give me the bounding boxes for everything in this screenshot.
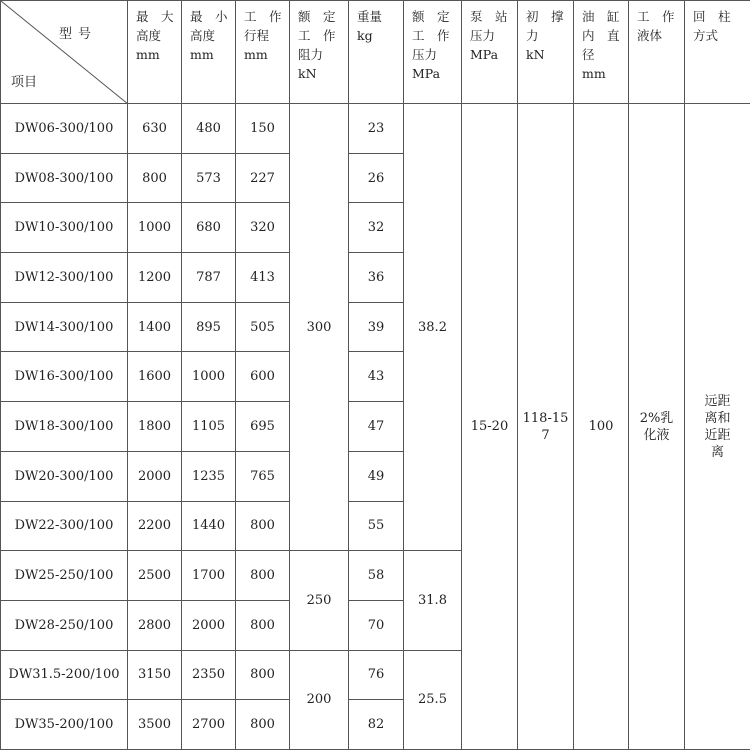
stroke-cell: 150 bbox=[236, 104, 290, 154]
weight-cell: 36 bbox=[349, 253, 404, 303]
model-cell: DW28-250/100 bbox=[1, 600, 128, 650]
weight-cell: 47 bbox=[349, 402, 404, 452]
stroke-cell: 800 bbox=[236, 501, 290, 551]
weight-cell: 49 bbox=[349, 451, 404, 501]
max-height-cell: 3150 bbox=[128, 650, 182, 700]
min-height-cell: 480 bbox=[182, 104, 236, 154]
min-height-cell: 1440 bbox=[182, 501, 236, 551]
stroke-cell: 413 bbox=[236, 253, 290, 303]
max-height-cell: 1400 bbox=[128, 302, 182, 352]
max-height-cell: 800 bbox=[128, 153, 182, 203]
min-height-cell: 2350 bbox=[182, 650, 236, 700]
model-cell: DW10-300/100 bbox=[1, 203, 128, 253]
stroke-cell: 800 bbox=[236, 600, 290, 650]
model-cell: DW18-300/100 bbox=[1, 402, 128, 452]
min-height-cell: 1235 bbox=[182, 451, 236, 501]
stroke-cell: 800 bbox=[236, 551, 290, 601]
min-height-cell: 2000 bbox=[182, 600, 236, 650]
retraction-cell: 远距 离和 近距 离 bbox=[685, 104, 750, 750]
header-stroke: 工 作 行程 mm bbox=[236, 1, 290, 104]
max-height-cell: 3500 bbox=[128, 700, 182, 750]
model-cell: DW35-200/100 bbox=[1, 700, 128, 750]
min-height-cell: 1700 bbox=[182, 551, 236, 601]
stroke-cell: 227 bbox=[236, 153, 290, 203]
stroke-cell: 800 bbox=[236, 700, 290, 750]
header-weight: 重量 kg bbox=[349, 1, 404, 104]
max-height-cell: 2500 bbox=[128, 551, 182, 601]
min-height-cell: 680 bbox=[182, 203, 236, 253]
table-row bbox=[1, 104, 750, 154]
header-pump-pressure: 泵 站 压力 MPa bbox=[462, 1, 518, 104]
weight-cell: 26 bbox=[349, 153, 404, 203]
header-retraction: 回 柱 方式 bbox=[685, 1, 750, 104]
max-height-cell: 1000 bbox=[128, 203, 182, 253]
pump-pressure-cell: 15-20 bbox=[462, 104, 518, 750]
header-working-fluid: 工 作 液体 bbox=[629, 1, 685, 104]
stroke-cell: 765 bbox=[236, 451, 290, 501]
weight-cell: 55 bbox=[349, 501, 404, 551]
model-cell: DW31.5-200/100 bbox=[1, 650, 128, 700]
working-fluid-cell: 2%乳 化液 bbox=[629, 104, 685, 750]
model-cell: DW20-300/100 bbox=[1, 451, 128, 501]
rated-pressure-cell: 38.2 bbox=[404, 104, 462, 551]
max-height-cell: 2200 bbox=[128, 501, 182, 551]
header-cylinder-diameter: 油 缸 内 直 径 mm bbox=[574, 1, 629, 104]
weight-cell: 58 bbox=[349, 551, 404, 601]
min-height-cell: 787 bbox=[182, 253, 236, 303]
weight-cell: 82 bbox=[349, 700, 404, 750]
min-height-cell: 895 bbox=[182, 302, 236, 352]
max-height-cell: 2800 bbox=[128, 600, 182, 650]
weight-cell: 32 bbox=[349, 203, 404, 253]
weight-cell: 70 bbox=[349, 600, 404, 650]
model-cell: DW14-300/100 bbox=[1, 302, 128, 352]
min-height-cell: 573 bbox=[182, 153, 236, 203]
header-setting-force: 初 撑 力 kN bbox=[518, 1, 574, 104]
min-height-cell: 1105 bbox=[182, 402, 236, 452]
header-max-height: 最 大 高度 mm bbox=[128, 1, 182, 104]
stroke-cell: 695 bbox=[236, 402, 290, 452]
header-rated-pressure: 额 定 工 作 压力 MPa bbox=[404, 1, 462, 104]
model-cell: DW22-300/100 bbox=[1, 501, 128, 551]
max-height-cell: 1600 bbox=[128, 352, 182, 402]
model-label: 型号 bbox=[59, 27, 98, 42]
header-min-height: 最 小 高度 mm bbox=[182, 1, 236, 104]
header-rated-resistance: 额 定 工 作 阻力 kN bbox=[290, 1, 349, 104]
weight-cell: 76 bbox=[349, 650, 404, 700]
cylinder-diameter-cell: 100 bbox=[574, 104, 629, 750]
max-height-cell: 1200 bbox=[128, 253, 182, 303]
max-height-cell: 1800 bbox=[128, 402, 182, 452]
rated-resistance-cell: 200 bbox=[290, 650, 349, 749]
max-height-cell: 630 bbox=[128, 104, 182, 154]
model-cell: DW16-300/100 bbox=[1, 352, 128, 402]
header-row bbox=[1, 1, 750, 104]
model-cell: DW25-250/100 bbox=[1, 551, 128, 601]
rated-resistance-cell: 300 bbox=[290, 104, 349, 551]
rated-pressure-cell: 25.5 bbox=[404, 650, 462, 749]
stroke-cell: 320 bbox=[236, 203, 290, 253]
weight-cell: 23 bbox=[349, 104, 404, 154]
stroke-cell: 600 bbox=[236, 352, 290, 402]
rated-resistance-cell: 250 bbox=[290, 551, 349, 650]
weight-cell: 43 bbox=[349, 352, 404, 402]
corner-header bbox=[1, 1, 128, 104]
rated-pressure-cell: 31.8 bbox=[404, 551, 462, 650]
setting-force-cell: 118-15 7 bbox=[518, 104, 574, 750]
model-cell: DW08-300/100 bbox=[1, 153, 128, 203]
min-height-cell: 1000 bbox=[182, 352, 236, 402]
model-cell: DW06-300/100 bbox=[1, 104, 128, 154]
stroke-cell: 800 bbox=[236, 650, 290, 700]
model-cell: DW12-300/100 bbox=[1, 253, 128, 303]
weight-cell: 39 bbox=[349, 302, 404, 352]
stroke-cell: 505 bbox=[236, 302, 290, 352]
item-label: 项目 bbox=[11, 75, 38, 90]
max-height-cell: 2000 bbox=[128, 451, 182, 501]
min-height-cell: 2700 bbox=[182, 700, 236, 750]
